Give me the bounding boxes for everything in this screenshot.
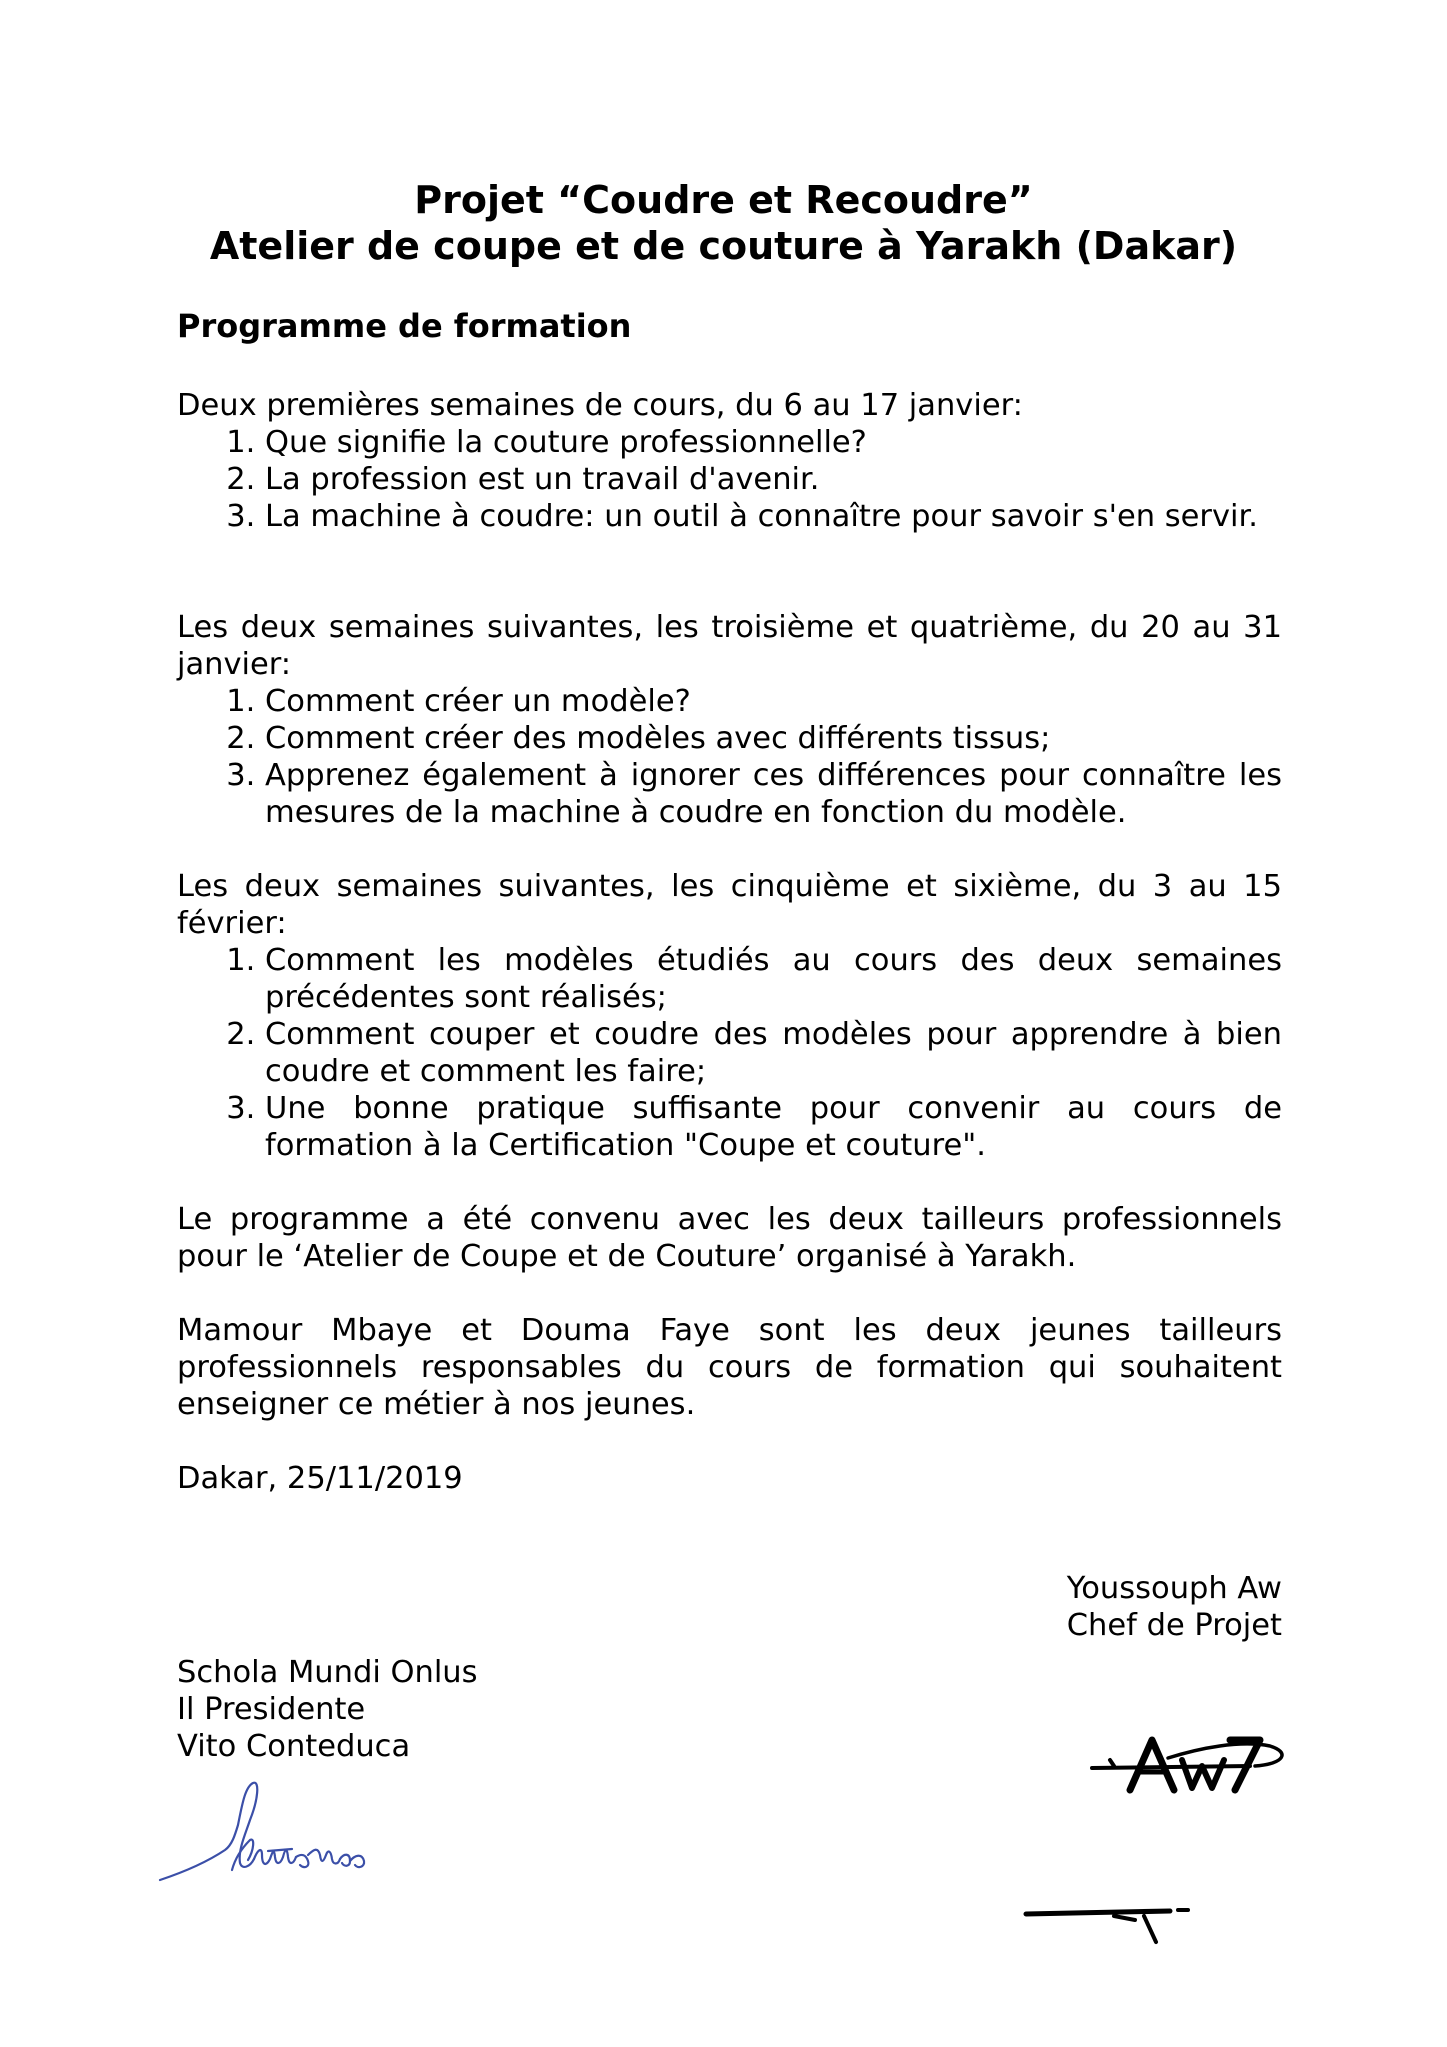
program-section-2 [177, 609, 1282, 831]
agreement-paragraph [177, 1201, 1282, 1275]
signatory-organization: Schola Mundi Onlus [177, 1655, 478, 1690]
trainers-paragraph [177, 1312, 1282, 1423]
document-title-line-2: Atelier de coupe et de couture à Yarakh (Dakar) [209, 224, 1238, 268]
list-item: 3. La machine à coudre: un outil à connaître pour savoir s'en servir. [265, 498, 1282, 535]
handwritten-signature-conteduca [150, 1775, 410, 1895]
list-item: 1. Comment les modèles étudiés au cours des deux semaines précédentes sont réalisés; [265, 942, 1282, 1016]
signatory-name: Youssouph Aw [1066, 1571, 1282, 1606]
list-item: 1. Que signifie la couture professionnelle? [265, 424, 1282, 461]
signatory-block-president [177, 1654, 478, 1765]
list-item: 1. Comment créer un modèle? [265, 683, 1282, 720]
paragraph-text: Le programme a été convenu avec les deux tailleurs professionnels pour le ‘Atelier de Coupe et de Couture’ organisé à Yarakh. [177, 1202, 1282, 1274]
program-section-1 [177, 387, 1282, 535]
list-item: 2. Comment créer des modèles avec différents tissus; [265, 720, 1282, 757]
program-section-3 [177, 868, 1282, 1164]
numbered-list [177, 683, 1282, 831]
signatory-role: Chef de Projet [1066, 1608, 1282, 1643]
handwritten-signature-flourish [1020, 1890, 1250, 1950]
place-and-date [177, 1460, 1282, 1497]
signatory-block-project-lead [1067, 1570, 1282, 1644]
section-heading: Programme de formation [177, 307, 632, 345]
handwritten-signature-aw [1090, 1730, 1310, 1810]
numbered-list [177, 942, 1282, 1164]
list-item: 3. Apprenez également à ignorer ces différences pour connaître les mesures de la machine à coudre en fonction du modèle. [265, 757, 1282, 831]
list-item: 3. Une bonne pratique suffisante pour convenir au cours de formation à la Certification "Coupe et couture". [265, 1090, 1282, 1164]
date-text: Dakar, 25/11/2019 [177, 1461, 463, 1496]
section-intro: Les deux semaines suivantes, les troisième et quatrième, du 20 au 31 janvier: [177, 610, 1282, 682]
section-intro: Les deux semaines suivantes, les cinquième et sixième, du 3 au 15 février: [177, 869, 1282, 941]
numbered-list [177, 424, 1282, 535]
list-item: 2. La profession est un travail d'avenir. [265, 461, 1282, 498]
signatory-name: Vito Conteduca [177, 1729, 411, 1764]
paragraph-text: Mamour Mbaye et Douma Faye sont les deux jeunes tailleurs professionnels responsables du cours de formation qui souhaitent enseigner ce métier à nos jeunes. [177, 1313, 1282, 1422]
signatory-role: Il Presidente [177, 1692, 366, 1727]
document-title-line-1: Projet “Coudre et Recoudre” [414, 178, 1033, 222]
section-intro: Deux premières semaines de cours, du 6 au 17 janvier: [177, 388, 1023, 423]
list-item: 2. Comment couper et coudre des modèles pour apprendre à bien coudre et comment les faire; [265, 1016, 1282, 1090]
